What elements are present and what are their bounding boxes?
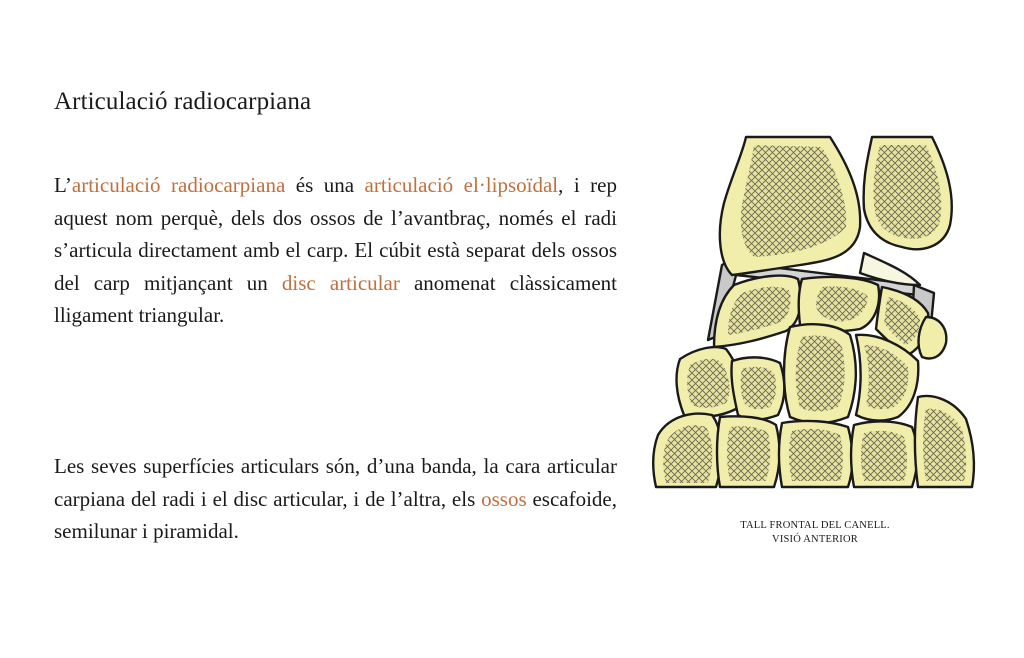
figure-caption — [690, 519, 940, 547]
spongy-bone — [861, 431, 907, 481]
spongy-bone — [789, 429, 843, 481]
term-articulacio-radiocarpiana[interactable]: articulació radiocarpiana — [71, 173, 286, 197]
text-segment: Les seves superfícies articulars són, d’una banda, la cara articular carpiana del radi i el disc articular, i de l’altra, els — [54, 454, 617, 511]
wrist-frontal-section-illustration — [650, 135, 980, 490]
text-segment: anomenat clàssicament lligament triangular. — [54, 270, 617, 327]
paragraph-surfaces — [54, 450, 617, 548]
page-title: Articulació radiocarpiana — [54, 88, 312, 115]
text-segment: escafoide, semilunar i piramidal. — [54, 486, 617, 543]
text-segment: L’ — [54, 173, 72, 197]
paragraph-definition — [54, 169, 617, 332]
spongy-bone — [796, 335, 845, 411]
caption-line: TALL FRONTAL DEL CANELL. — [740, 520, 890, 531]
spongy-bone — [687, 359, 729, 408]
wrist-drawing — [650, 135, 980, 490]
spongy-bone — [873, 145, 941, 239]
spongy-bone — [727, 426, 770, 481]
text-segment: és una — [285, 173, 365, 197]
pisiform-bone — [919, 317, 947, 358]
term-ossos[interactable]: ossos — [481, 486, 527, 511]
term-articulacio-ellipsoidal[interactable]: articulació el·lipsoïdal — [364, 173, 559, 197]
caption-line: VISIÓ ANTERIOR — [772, 534, 858, 545]
text-segment: , i rep aquest nom perquè, dels dos ossos de l’avantbraç, només el radi s’articula directament amb el carp. El cúbit està separat dels ossos del carp mitjançant un — [54, 173, 617, 295]
spongy-bone — [741, 367, 776, 409]
term-disc-articular[interactable]: disc articular — [281, 270, 400, 295]
